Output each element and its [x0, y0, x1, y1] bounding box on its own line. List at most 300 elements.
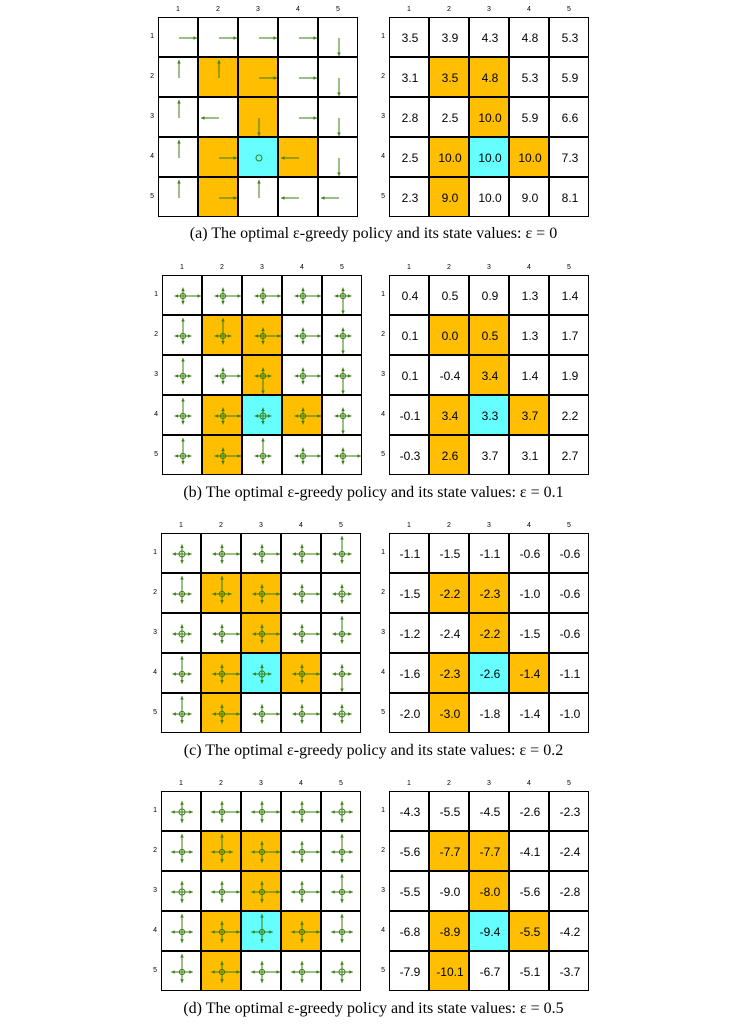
arrow-down-icon: [181, 296, 185, 304]
arrow-right-icon: [263, 414, 271, 418]
policy-arrows: [162, 912, 202, 952]
arrow-up-icon: [300, 881, 304, 892]
state-value: 9.0: [441, 191, 459, 205]
arrow-up-icon: [180, 544, 184, 554]
arrow-right-icon: [259, 76, 277, 80]
policy-cell: [201, 573, 241, 613]
value-cell: [429, 871, 469, 911]
arrow-down-icon: [300, 972, 304, 983]
policy-cell: [161, 951, 201, 991]
policy-cell: [238, 17, 278, 57]
arrow-up-icon: [301, 408, 305, 416]
policy-grid-row-label: 4: [154, 411, 158, 418]
value-cell: [469, 693, 509, 733]
policy-grid-row-label: 4: [153, 927, 157, 934]
arrow-up-icon: [340, 584, 344, 594]
arrow-left-icon: [212, 552, 222, 556]
arrow-down-icon: [180, 892, 184, 903]
policy-arrows: [162, 534, 202, 574]
value-cell: [469, 613, 509, 653]
arrow-down-icon: [180, 634, 184, 644]
policy-arrows: [323, 396, 363, 436]
value-cell: [509, 871, 549, 911]
value-cell: [429, 791, 469, 831]
value-cell: [549, 17, 589, 57]
policy-arrows: [203, 436, 243, 476]
value-cell: [389, 177, 429, 217]
panel-caption: (c) The optimal ε-greedy policy and its state values: ε = 0.2: [183, 742, 564, 759]
arrow-left-icon: [292, 592, 302, 596]
value-cell: [389, 137, 429, 177]
arrow-left-icon: [252, 672, 262, 676]
arrow-up-icon: [260, 624, 264, 634]
policy-arrows: [282, 952, 322, 992]
value-grid-row-label: 5: [381, 967, 385, 974]
policy-cell: [241, 573, 281, 613]
arrow-up-icon: [180, 801, 184, 812]
policy-cell: [281, 871, 321, 911]
arrow-down-icon: [220, 812, 224, 823]
value-grid-row-label: 5: [381, 709, 385, 716]
value-grid-col-label: 4: [527, 6, 531, 13]
arrow-up-icon: [261, 408, 265, 416]
policy-cell: [241, 653, 281, 693]
policy-arrows: [239, 18, 279, 58]
policy-cell: [161, 911, 201, 951]
policy-cell: [201, 693, 241, 733]
state-value: 7.3: [561, 151, 579, 165]
policy-arrows: [279, 138, 319, 178]
policy-cell: [238, 137, 278, 177]
policy-arrows: [202, 792, 242, 832]
arrow-down-icon: [261, 456, 265, 464]
policy-cell: [322, 275, 362, 315]
state-value: -1.8: [479, 707, 501, 721]
value-cell: [549, 177, 589, 217]
value-cell: [429, 57, 469, 97]
value-cell: [469, 57, 509, 97]
value-cell: [549, 911, 589, 951]
value-cell: [549, 693, 589, 733]
arrow-right-icon: [182, 592, 192, 596]
state-value: -1.1: [399, 547, 421, 561]
policy-arrows: [283, 356, 323, 396]
arrow-up-icon: [261, 368, 265, 376]
arrow-right-icon: [182, 890, 193, 894]
arrow-up-icon: [340, 664, 344, 674]
policy-arrows: [239, 138, 279, 178]
arrow-up-icon: [181, 288, 185, 296]
arrow-left-icon: [332, 592, 342, 596]
value-grid-col-label: 4: [527, 522, 531, 529]
value-grid-row-label: 2: [381, 589, 385, 596]
policy-arrows: [283, 276, 323, 316]
arrow-left-icon: [171, 890, 182, 894]
policy-grid-row-label: 1: [150, 33, 154, 40]
arrow-left-icon: [255, 374, 263, 378]
arrow-left-icon: [335, 374, 343, 378]
value-cell: [509, 355, 549, 395]
state-value: 3.4: [441, 409, 459, 423]
value-cell: [389, 653, 429, 693]
arrow-right-icon: [259, 36, 277, 40]
policy-arrows: [242, 534, 282, 574]
arrow-down-icon: [181, 456, 185, 464]
policy-arrows: [159, 98, 199, 138]
policy-grid-col-label: 2: [219, 780, 223, 787]
arrow-left-icon: [211, 930, 222, 934]
policy-arrows: [239, 98, 279, 138]
policy-arrows: [243, 276, 283, 316]
arrow-up-icon: [340, 704, 344, 714]
value-cell: [549, 315, 589, 355]
policy-arrows: [203, 276, 243, 316]
policy-cell: [201, 871, 241, 911]
policy-cell: [241, 693, 281, 733]
arrow-up-icon: [260, 841, 264, 852]
policy-grid-col-label: 5: [339, 522, 343, 529]
arrow-left-icon: [255, 454, 263, 458]
arrow-right-icon: [222, 592, 232, 596]
policy-grid-col-label: 3: [260, 264, 264, 271]
policy-arrows: [203, 396, 243, 436]
arrow-left-icon: [332, 552, 342, 556]
state-value: 2.7: [561, 449, 579, 463]
policy-cell: [158, 17, 198, 57]
value-cell: [549, 435, 589, 475]
value-cell: [389, 355, 429, 395]
arrow-down-icon: [260, 674, 264, 684]
arrow-up-icon: [341, 408, 345, 416]
arrow-down-icon: [341, 456, 345, 464]
value-cell: [429, 275, 469, 315]
value-cell: [469, 97, 509, 137]
arrow-up-icon: [177, 60, 181, 78]
state-value: 10.0: [518, 151, 542, 165]
state-value: 0.1: [401, 329, 419, 343]
policy-cell: [162, 435, 202, 475]
arrow-left-icon: [252, 712, 262, 716]
policy-arrows: [323, 356, 363, 396]
value-cell: [509, 435, 549, 475]
policy-arrows: [279, 98, 319, 138]
state-value: -4.3: [399, 805, 421, 819]
value-grid-col-label: 2: [447, 780, 451, 787]
policy-arrows: [163, 356, 203, 396]
state-value: -7.9: [399, 965, 421, 979]
arrow-down-icon: [180, 972, 184, 983]
arrow-left-icon: [172, 632, 182, 636]
state-value: -1.5: [519, 627, 541, 641]
value-cell: [429, 435, 469, 475]
policy-grid-col-label: 5: [339, 780, 343, 787]
value-grid-row-label: 3: [381, 629, 385, 636]
state-value: -0.3: [399, 449, 421, 463]
arrow-left-icon: [331, 850, 342, 854]
state-value: 3.1: [401, 71, 419, 85]
arrow-left-icon: [331, 930, 342, 934]
policy-arrows: [163, 276, 203, 316]
arrow-down-icon: [301, 456, 305, 464]
policy-arrows: [242, 952, 282, 992]
value-grid-col-label: 1: [407, 264, 411, 271]
value-cell: [549, 613, 589, 653]
arrow-up-icon: [257, 180, 261, 198]
state-value: -1.6: [399, 667, 421, 681]
arrow-right-icon: [263, 454, 271, 458]
state-value: 2.2: [561, 409, 579, 423]
policy-grid-col-label: 1: [179, 522, 183, 529]
arrow-down-icon: [301, 416, 305, 424]
arrow-right-icon: [342, 592, 352, 596]
arrow-down-icon: [301, 336, 305, 344]
arrow-down-icon: [300, 674, 304, 684]
state-value: -6.7: [479, 965, 501, 979]
arrow-left-icon: [255, 334, 263, 338]
state-value: -2.3: [479, 587, 501, 601]
arrow-down-icon: [337, 118, 341, 136]
policy-arrows: [319, 18, 359, 58]
arrow-left-icon: [331, 810, 342, 814]
policy-grid-row-label: 2: [150, 73, 154, 80]
arrow-left-icon: [291, 890, 302, 894]
policy-cell: [321, 613, 361, 653]
policy-grid-col-label: 3: [259, 780, 263, 787]
arrow-up-icon: [260, 584, 264, 594]
policy-grid-row-label: 3: [153, 629, 157, 636]
value-grid-row-label: 2: [381, 331, 385, 338]
value-cell: [509, 137, 549, 177]
policy-grid-row-label: 5: [154, 451, 158, 458]
arrow-left-icon: [215, 294, 223, 298]
policy-arrows: [242, 792, 282, 832]
state-value: 10.0: [478, 191, 502, 205]
value-cell: [429, 911, 469, 951]
arrow-up-icon: [261, 328, 265, 336]
arrow-right-icon: [182, 970, 193, 974]
value-grid-row-label: 4: [381, 927, 385, 934]
arrow-up-icon: [341, 368, 345, 376]
policy-cell: [201, 791, 241, 831]
policy-cell: [201, 911, 241, 951]
arrow-down-icon: [340, 714, 344, 724]
policy-grid-row-label: 2: [153, 589, 157, 596]
policy-cell: [321, 573, 361, 613]
value-cell: [429, 395, 469, 435]
policy-grid-row-label: 1: [154, 291, 158, 298]
arrow-down-icon: [261, 336, 265, 344]
policy-cell: [321, 693, 361, 733]
arrow-left-icon: [172, 712, 182, 716]
state-value: -4.5: [479, 805, 501, 819]
arrow-up-icon: [177, 180, 181, 198]
policy-arrows: [162, 952, 202, 992]
state-value: 3.5: [401, 31, 419, 45]
policy-cell: [281, 533, 321, 573]
arrow-down-icon: [220, 594, 224, 604]
policy-grid-col-label: 5: [340, 264, 344, 271]
policy-arrows: [159, 178, 199, 218]
value-cell: [469, 831, 509, 871]
value-cell: [469, 871, 509, 911]
arrow-left-icon: [295, 454, 303, 458]
state-value: -2.3: [559, 805, 581, 819]
arrow-left-icon: [201, 116, 219, 120]
arrow-left-icon: [212, 632, 222, 636]
value-cell: [469, 355, 509, 395]
stay-circle-icon: [256, 155, 262, 161]
policy-cell: [161, 693, 201, 733]
arrow-left-icon: [171, 930, 182, 934]
value-cell: [549, 97, 589, 137]
arrow-up-icon: [300, 664, 304, 674]
arrow-right-icon: [179, 36, 197, 40]
policy-cell: [321, 533, 361, 573]
policy-cell: [198, 137, 238, 177]
arrow-left-icon: [175, 374, 183, 378]
policy-arrows: [202, 872, 242, 912]
value-grid-col-label: 5: [567, 522, 571, 529]
policy-arrows: [319, 98, 359, 138]
arrow-up-icon: [300, 624, 304, 634]
arrow-left-icon: [215, 414, 223, 418]
arrow-left-icon: [281, 196, 299, 200]
arrow-up-icon: [221, 448, 225, 456]
policy-cell: [201, 951, 241, 991]
arrow-up-icon: [301, 288, 305, 296]
arrow-left-icon: [251, 930, 262, 934]
arrow-right-icon: [342, 712, 352, 716]
arrow-down-icon: [301, 296, 305, 304]
arrow-right-icon: [183, 454, 191, 458]
policy-arrows: [323, 276, 363, 316]
policy-arrows: [242, 832, 282, 872]
state-value: -3.0: [439, 707, 461, 721]
state-value: 1.4: [521, 369, 539, 383]
policy-arrows: [242, 574, 282, 614]
value-cell: [509, 57, 549, 97]
value-cell: [509, 533, 549, 573]
arrow-left-icon: [332, 672, 342, 676]
arrow-down-icon: [220, 932, 224, 943]
policy-cell: [198, 17, 238, 57]
value-cell: [549, 275, 589, 315]
arrow-up-icon: [177, 100, 181, 118]
arrow-left-icon: [331, 970, 342, 974]
policy-arrows: [243, 436, 283, 476]
policy-cell: [318, 97, 358, 137]
policy-arrows: [242, 654, 282, 694]
policy-cell: [242, 315, 282, 355]
value-cell: [429, 573, 469, 613]
state-value: 4.3: [481, 31, 499, 45]
arrow-down-icon: [180, 714, 184, 724]
policy-arrows: [202, 952, 242, 992]
policy-grid-row-label: 3: [153, 887, 157, 894]
arrow-left-icon: [331, 890, 342, 894]
policy-arrows: [322, 952, 362, 992]
state-value: -2.2: [479, 627, 501, 641]
arrow-down-icon: [260, 594, 264, 604]
arrow-left-icon: [335, 294, 343, 298]
policy-arrows: [282, 694, 322, 734]
policy-cell: [201, 653, 241, 693]
arrow-left-icon: [175, 454, 183, 458]
arrow-left-icon: [171, 810, 182, 814]
value-cell: [509, 951, 549, 991]
arrow-left-icon: [211, 810, 222, 814]
policy-cell: [241, 951, 281, 991]
policy-grid-col-label: 4: [299, 522, 303, 529]
policy-cell: [318, 17, 358, 57]
policy-arrows: [163, 436, 203, 476]
state-value: 2.5: [441, 111, 459, 125]
arrow-left-icon: [255, 414, 263, 418]
arrow-down-icon: [221, 336, 225, 344]
policy-cell: [241, 831, 281, 871]
policy-arrows: [239, 58, 279, 98]
state-value: -5.1: [519, 965, 541, 979]
arrow-up-icon: [180, 881, 184, 892]
arrow-left-icon: [332, 632, 342, 636]
value-cell: [549, 573, 589, 613]
value-grid-row-label: 2: [381, 73, 385, 80]
policy-arrows: [243, 356, 283, 396]
policy-arrows: [323, 436, 363, 476]
arrow-left-icon: [335, 454, 343, 458]
panel-caption: (a) The optimal ε-greedy policy and its state values: ε = 0: [189, 225, 558, 242]
policy-arrows: [203, 356, 243, 396]
policy-arrows: [202, 534, 242, 574]
policy-cell: [282, 395, 322, 435]
arrow-left-icon: [175, 414, 183, 418]
policy-cell: [241, 613, 281, 653]
state-value: 9.0: [521, 191, 539, 205]
arrow-up-icon: [260, 881, 264, 892]
policy-grid-row-label: 1: [153, 807, 157, 814]
policy-arrows: [282, 654, 322, 694]
value-cell: [429, 831, 469, 871]
arrow-right-icon: [342, 672, 352, 676]
policy-cell: [201, 831, 241, 871]
policy-cell: [321, 831, 361, 871]
arrow-up-icon: [261, 288, 265, 296]
state-value: -5.6: [399, 845, 421, 859]
arrow-down-icon: [300, 714, 304, 724]
state-value: -2.6: [479, 667, 501, 681]
arrow-down-icon: [181, 376, 185, 384]
arrow-down-icon: [260, 634, 264, 644]
arrow-left-icon: [212, 712, 222, 716]
policy-arrows: [243, 396, 283, 436]
value-grid-col-label: 1: [407, 522, 411, 529]
arrow-left-icon: [215, 374, 223, 378]
state-value: -4.1: [519, 845, 541, 859]
value-cell: [509, 315, 549, 355]
state-value: 1.4: [561, 289, 579, 303]
arrow-right-icon: [182, 632, 192, 636]
policy-grid-row-label: 2: [153, 847, 157, 854]
value-grid-col-label: 3: [487, 6, 491, 13]
policy-arrows: [322, 534, 362, 574]
arrow-down-icon: [220, 852, 224, 863]
arrow-down-icon: [300, 852, 304, 863]
policy-cell: [202, 355, 242, 395]
value-cell: [469, 791, 509, 831]
policy-grid-col-label: 2: [219, 522, 223, 529]
arrow-down-icon: [181, 416, 185, 424]
value-grid-row-label: 1: [381, 291, 385, 298]
